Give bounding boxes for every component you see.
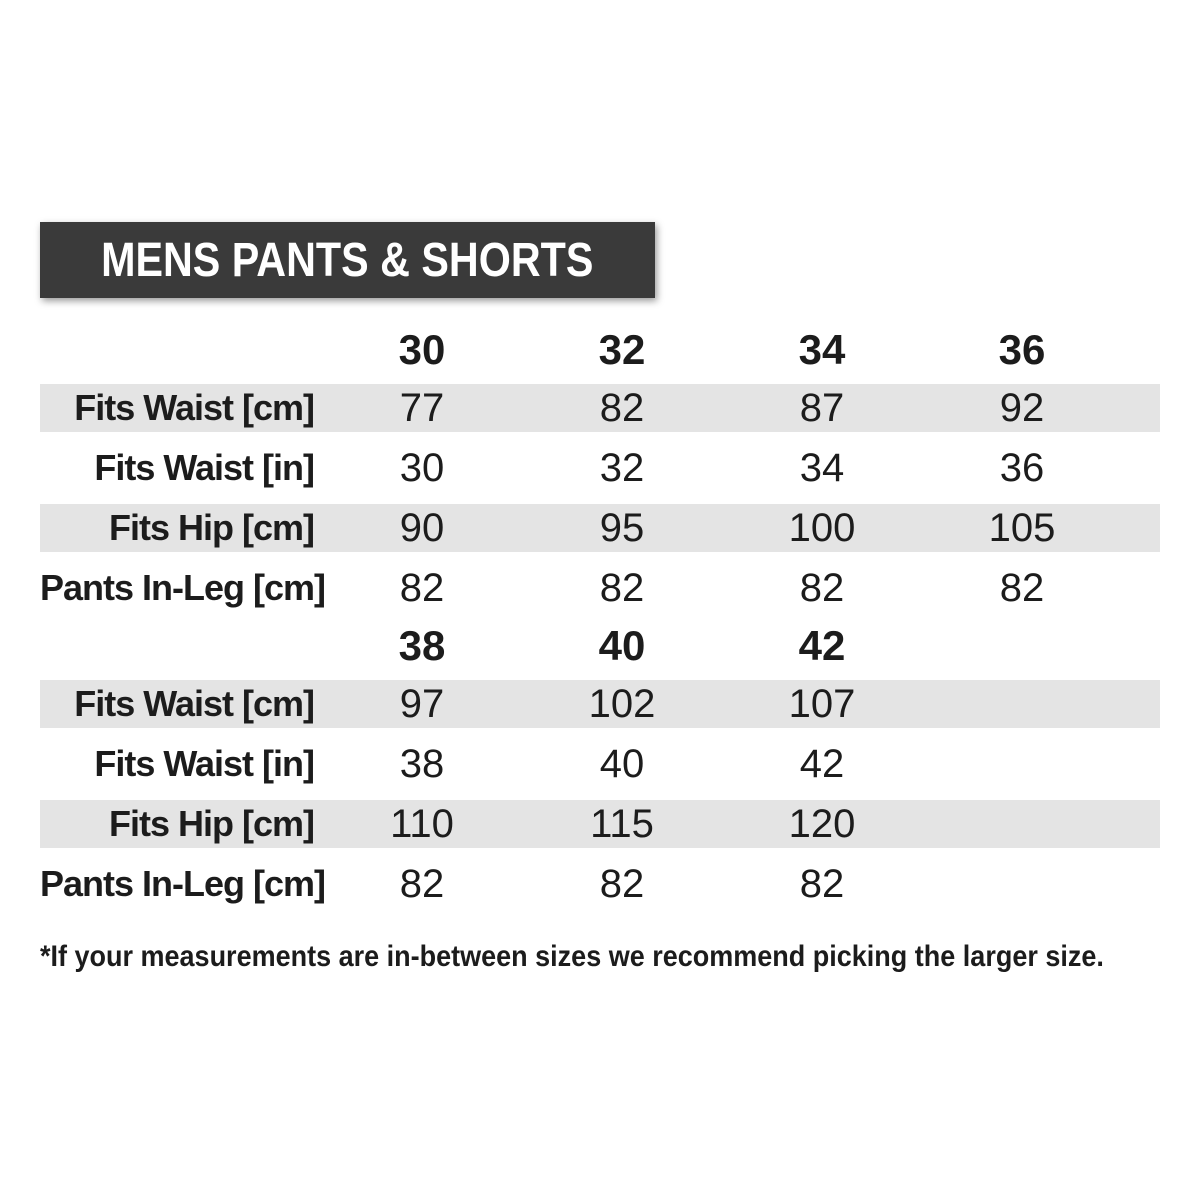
size-header-cell: 32: [598, 326, 646, 373]
size-header-cell: 40: [598, 622, 646, 669]
size-header-cell: 36: [998, 326, 1046, 373]
value-cell: 105: [988, 505, 1056, 550]
value-cell: 82: [399, 565, 445, 610]
value-cell: 92: [999, 385, 1045, 430]
value-cell: 90: [399, 505, 445, 550]
value-cell: 82: [999, 565, 1045, 610]
table-row: [40, 498, 1160, 558]
value-cell: 82: [599, 385, 645, 430]
value-cell: 87: [799, 385, 845, 430]
row-label: Fits Waist [cm]: [74, 387, 314, 428]
value-cell: 82: [399, 861, 445, 906]
value-cell: 30: [399, 445, 445, 490]
table-row: [40, 854, 1160, 914]
value-cell: 36: [999, 445, 1045, 490]
value-cell: 97: [399, 681, 445, 726]
value-cell: 32: [599, 445, 645, 490]
value-cell: 102: [588, 681, 656, 726]
value-cell: 42: [799, 741, 845, 786]
footnote-text: *If your measurements are in-between sizes we recommend picking the larger size.: [40, 940, 1104, 973]
row-label: Fits Waist [in]: [94, 447, 314, 488]
table-row: [40, 378, 1160, 438]
value-cell: 82: [599, 565, 645, 610]
page-title: MENS PANTS & SHORTS: [101, 233, 594, 287]
table-row: [40, 734, 1160, 794]
title-banner: [40, 222, 655, 298]
size-header-row: [40, 322, 1160, 378]
value-cell: 115: [590, 801, 654, 846]
value-cell: 38: [399, 741, 445, 786]
value-cell: 82: [799, 565, 845, 610]
row-label: Pants In-Leg [cm]: [40, 567, 326, 608]
row-label: Fits Waist [in]: [94, 743, 314, 784]
size-header-cell: 38: [398, 622, 446, 669]
value-cell: 110: [390, 801, 454, 846]
table-row: [40, 674, 1160, 734]
row-label: Fits Hip [cm]: [108, 507, 314, 548]
table-row: [40, 558, 1160, 618]
size-chart-table: [40, 322, 1160, 914]
row-label: Fits Waist [cm]: [74, 683, 314, 724]
value-cell: 82: [799, 861, 845, 906]
value-cell: 34: [799, 445, 845, 490]
row-label: Fits Hip [cm]: [108, 803, 314, 844]
size-header-cell: 30: [398, 326, 446, 373]
row-label: Pants In-Leg [cm]: [40, 863, 326, 904]
value-cell: 120: [788, 801, 856, 846]
value-cell: 107: [788, 681, 856, 726]
value-cell: 77: [399, 385, 445, 430]
table-row: [40, 794, 1160, 854]
footnote: [40, 940, 1160, 974]
size-header-row: [40, 618, 1160, 674]
size-header-cell: 34: [798, 326, 846, 373]
value-cell: 95: [599, 505, 645, 550]
value-cell: 82: [599, 861, 645, 906]
value-cell: 40: [599, 741, 645, 786]
value-cell: 100: [788, 505, 856, 550]
table-row: [40, 438, 1160, 498]
size-header-cell: 42: [798, 622, 846, 669]
